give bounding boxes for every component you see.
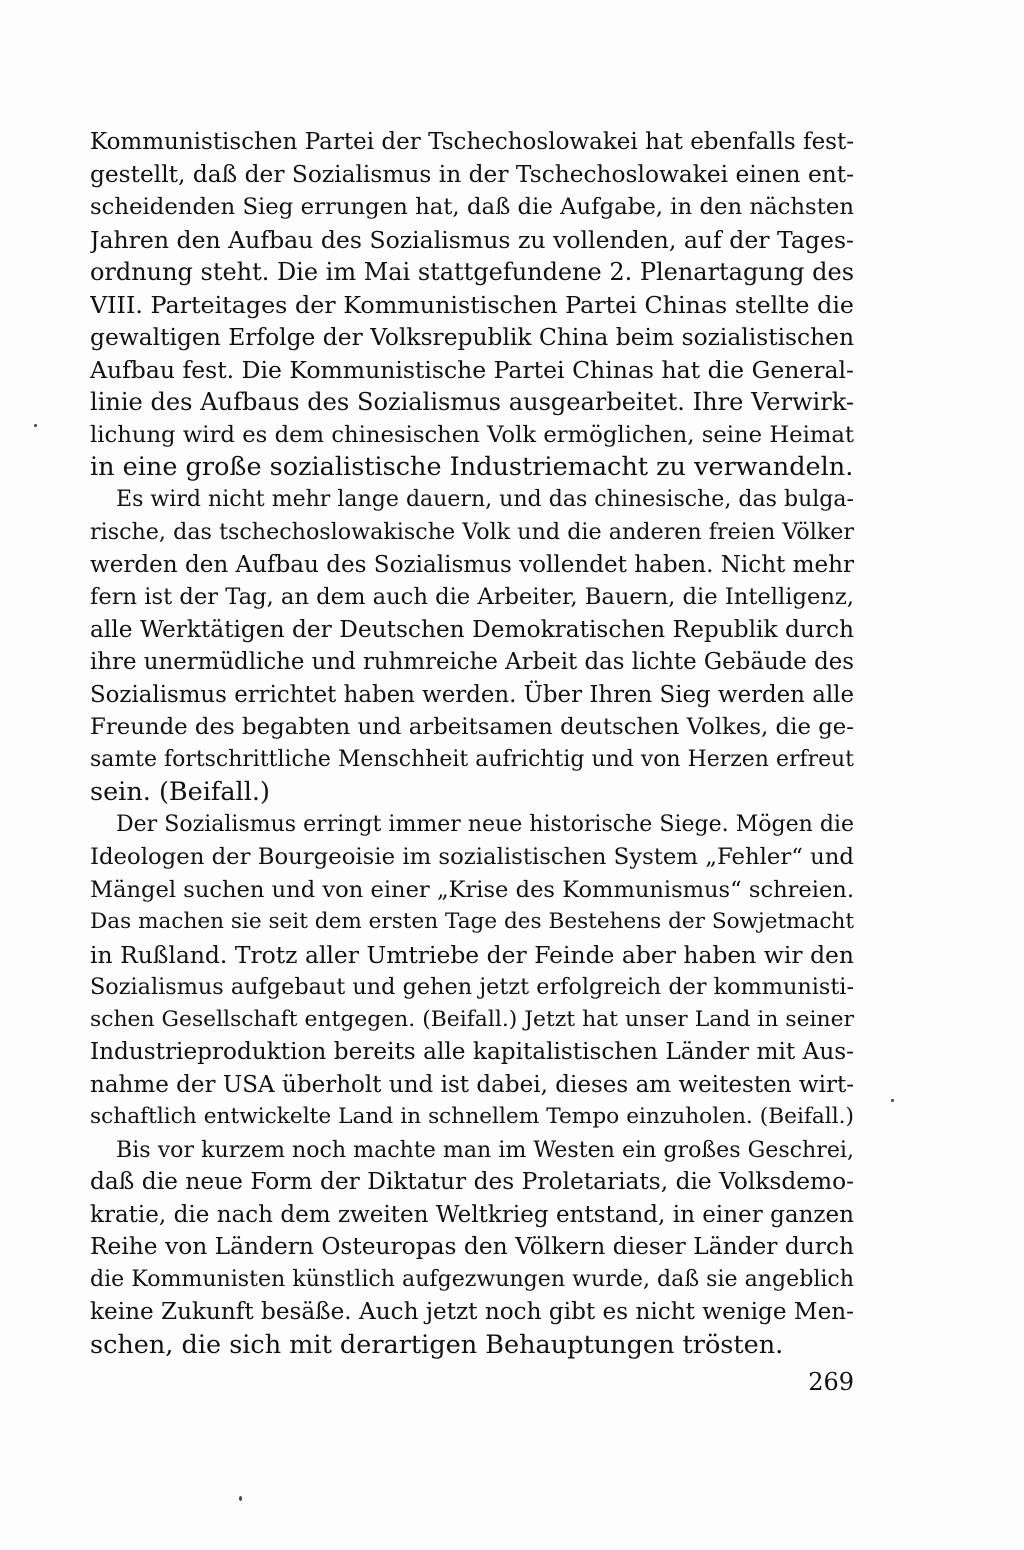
text-line: daß die neue Form der Diktatur des Proletariats, die Volksdemo- (90, 1168, 854, 1195)
text-line: ihre unermüdliche und ruhmreiche Arbeit das lichte Gebäude des (90, 649, 854, 675)
text-line: Aufbau fest. Die Kommunistische Partei Chinas hat die General- (90, 355, 854, 384)
text-line: linie des Aufbaus des Sozialismus ausgearbeitet. Ihre Verwirk- (90, 388, 854, 416)
text-line: die Kommunisten künstlich aufgezwungen wurde, daß sie angeblich (90, 1266, 854, 1292)
text-line: in Rußland. Trotz aller Umtriebe der Feinde aber haben wir den (90, 940, 854, 969)
text-line: Jahren den Aufbau des Sozialismus zu vollenden, auf der Tages- (90, 225, 854, 254)
text-line: scheidenden Sieg errungen hat, daß die Aufgabe, in den nächsten (90, 194, 854, 220)
print-speck (891, 1099, 894, 1102)
text-line: ordnung steht. Die im Mai stattgefundene 2. Plenartagung des (90, 258, 854, 286)
text-line: VIII. Parteitages der Kommunistischen Partei Chinas stellte die (90, 290, 854, 319)
text-line: samte fortschrittliche Menschheit aufrichtig und von Herzen erfreut (90, 746, 854, 772)
text-line: in eine große sozialistische Industriemacht zu verwandeln. (90, 452, 854, 482)
text-line: keine Zukunft besäße. Auch jetzt noch gibt es nicht wenige Men- (90, 1299, 854, 1325)
text-line: gestellt, daß der Sozialismus in der Tschechoslowakei einen ent- (90, 160, 854, 188)
text-line: sein. (Beifall.) (90, 777, 270, 807)
text-line: fern ist der Tag, an dem auch die Arbeiter, Bauern, die Intelligenz, (90, 584, 854, 610)
body-text (90, 126, 854, 1361)
text-line: Das machen sie seit dem ersten Tage des Bestehens der Sowjetmacht (90, 909, 854, 934)
text-line: Ideologen der Bourgeoisie im sozialistischen System „Fehler“ und (90, 844, 854, 870)
text-line: kratie, die nach dem zweiten Weltkrieg entstand, in einer ganzen (90, 1201, 854, 1228)
text-line: Sozialismus aufgebaut und gehen jetzt erfolgreich der kommunisti- (90, 974, 854, 1000)
text-line: alle Werktätigen der Deutschen Demokratischen Republik durch (90, 615, 854, 643)
text-line: Industrieproduktion bereits alle kapitalistischen Länder mit Aus- (90, 1038, 854, 1065)
text-line: lichung wird es dem chinesischen Volk ermöglichen, seine Heimat (90, 421, 854, 448)
text-line: schen Gesellschaft entgegen. (Beifall.) Jetzt hat unser Land in seiner (90, 1006, 854, 1032)
text-line: gewaltigen Erfolge der Volksrepublik China beim sozialistischen (90, 323, 854, 351)
text-line: Bis vor kurzem noch machte man im Westen ein großes Geschrei, (116, 1136, 854, 1163)
text-line: schen, die sich mit derartigen Behauptungen trösten. (90, 1329, 784, 1360)
text-line: Freunde des begabten und arbeitsamen deutschen Volkes, die ge- (90, 714, 854, 740)
page-number: 269 (808, 1368, 854, 1396)
text-line: Mängel suchen und von einer „Krise des Kommunismus“ schreien. (90, 876, 854, 903)
text-line: Es wird nicht mehr lange dauern, und das chinesische, das bulga- (116, 486, 854, 512)
text-line: Kommunistischen Partei der Tschechoslowakei hat ebenfalls fest- (90, 129, 854, 155)
text-line: schaftlich entwickelte Land in schnellem Tempo einzuholen. (Beifall.) (90, 1104, 854, 1129)
text-line: Sozialismus errichtet haben werden. Über Ihren Sieg werden alle (90, 681, 854, 708)
text-line: nahme der USA überholt und ist dabei, dieses am weitesten wirt- (90, 1071, 854, 1098)
print-speck (239, 1496, 242, 1501)
text-line: werden den Aufbau des Sozialismus vollendet haben. Nicht mehr (90, 551, 854, 578)
text-line: rische, das tschechoslowakische Volk und die anderen freien Völker (90, 519, 854, 545)
text-line: Reihe von Ländern Osteuropas den Völkern dieser Länder durch (90, 1233, 854, 1260)
text-line: Der Sozialismus erringt immer neue historische Siege. Mögen die (116, 811, 854, 837)
print-speck (34, 424, 37, 427)
